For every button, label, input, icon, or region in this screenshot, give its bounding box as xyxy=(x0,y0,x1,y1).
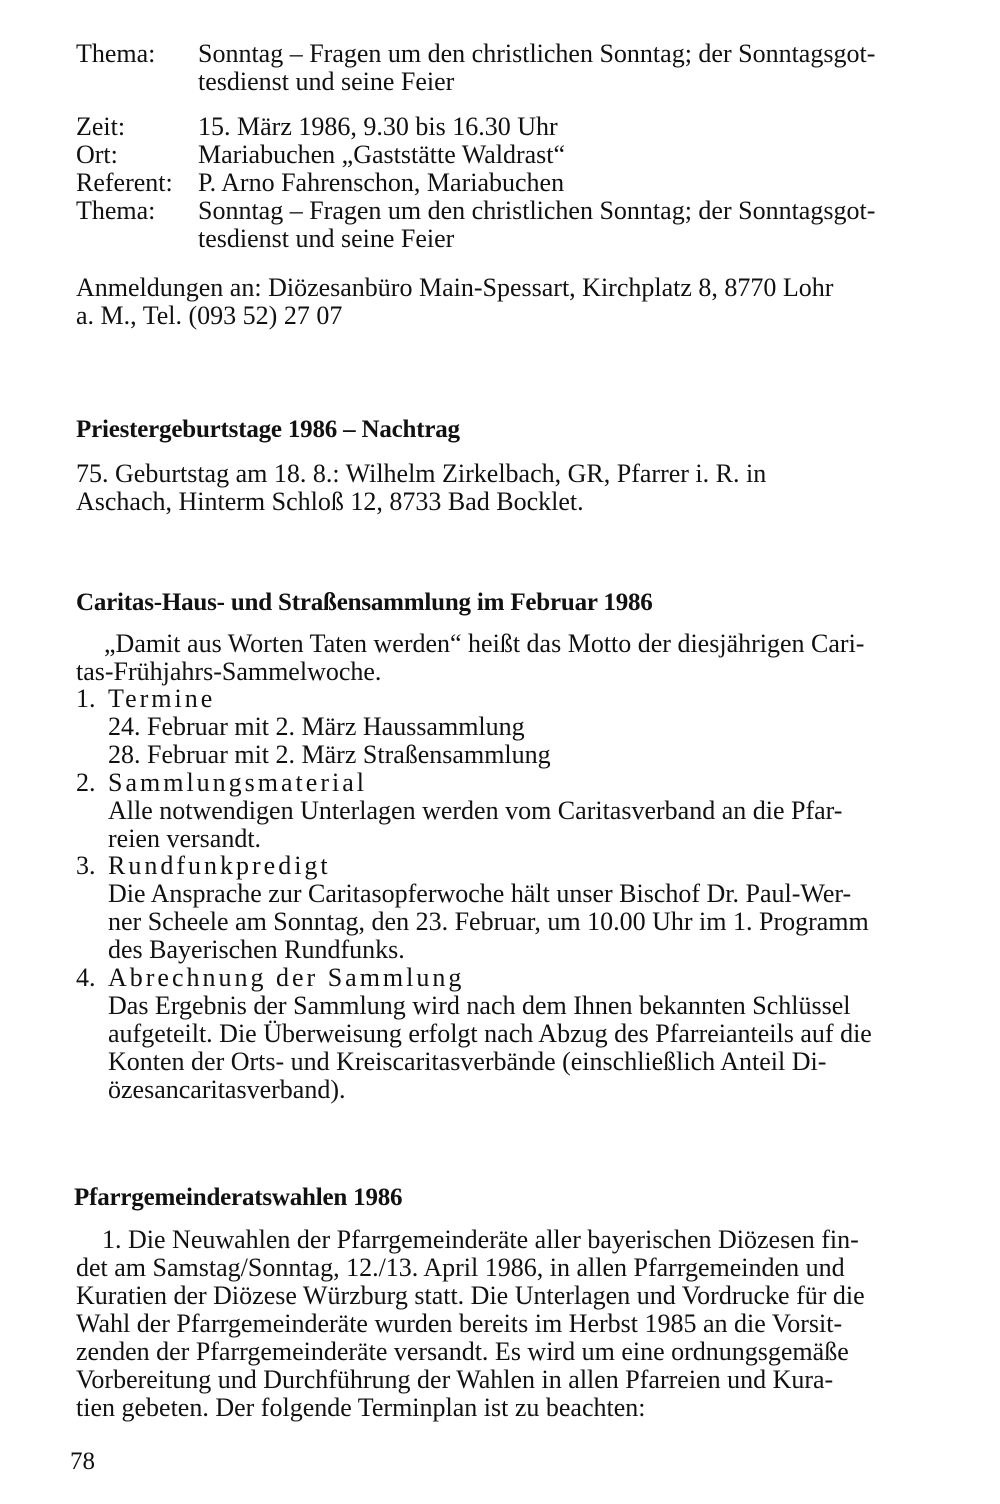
second-thema-row xyxy=(76,197,946,226)
ort-row xyxy=(76,141,946,170)
caritas-item-2 xyxy=(76,769,946,798)
pfarrgemeinderat-line-4: Wahl der Pfarrgemeinderäte wurden bereits im Herbst 1985 an die Vorsit- xyxy=(76,1309,843,1338)
caritas-item-3 xyxy=(76,852,946,881)
anmeldung-line-1: Anmeldungen an: Diözesanbüro Main-Spessart, Kirchplatz 8, 8770 Lohr xyxy=(76,273,834,302)
second-thema-line-2: tesdienst und seine Feier xyxy=(198,224,455,253)
caritas-item-4 xyxy=(76,964,946,993)
pfarrgemeinderat-heading: Pfarrgemeinderatswahlen 1986 xyxy=(74,1184,403,1211)
page-number: 78 xyxy=(70,1448,95,1475)
first-thema-row-2 xyxy=(76,68,946,97)
caritas-intro-line-2: tas-Frühjahrs-Sammelwoche. xyxy=(76,657,382,686)
caritas-item-3-line-1: Die Ansprache zur Caritasopferwoche hält unser Bischof Dr. Paul-Wer- xyxy=(108,879,852,908)
ort-label: Ort: xyxy=(76,140,118,169)
caritas-item-4-line-4: özesancaritasverband). xyxy=(108,1075,346,1104)
pfarrgemeinderat-line-3: Kuratien der Diözese Würzburg statt. Die Unterlagen und Vordrucke für die xyxy=(76,1281,865,1310)
pfarrgemeinderat-line-2: det am Samstag/Sonntag, 12./13. April 1986, in allen Pfarrgemeinden und xyxy=(76,1253,845,1282)
referent-label: Referent: xyxy=(76,168,173,197)
first-thema-row xyxy=(76,40,946,69)
caritas-item-4-line-2: aufgeteilt. Die Überweisung erfolgt nach Abzug des Pfarreianteils auf die xyxy=(108,1019,872,1048)
caritas-item-1 xyxy=(76,685,946,714)
second-thema-line-1: Sonntag – Fragen um den christlichen Sonntag; der Sonntagsgot- xyxy=(198,196,876,225)
pfarrgemeinderat-line-1: 1. Die Neuwahlen der Pfarrgemeinderäte aller bayerischen Diözesen fin- xyxy=(102,1225,859,1254)
caritas-item-1-number: 1. xyxy=(76,684,96,713)
first-thema-label: Thema: xyxy=(76,39,156,68)
second-thema-label: Thema: xyxy=(76,196,156,225)
caritas-item-2-title: Sammlungsmaterial xyxy=(108,768,367,797)
second-thema-row-2 xyxy=(76,225,946,254)
caritas-item-4-title: Abrechnung der Sammlung xyxy=(108,963,465,992)
caritas-item-3-title: Rundfunkpredigt xyxy=(108,851,331,880)
ort-value: Mariabuchen „Gaststätte Waldrast“ xyxy=(198,140,566,169)
caritas-item-4-number: 4. xyxy=(76,963,96,992)
caritas-item-2-line-1: Alle notwendigen Unterlagen werden vom Caritasverband an die Pfar- xyxy=(108,796,843,825)
zeit-value: 15. März 1986, 9.30 bis 16.30 Uhr xyxy=(198,112,558,141)
caritas-item-4-line-3: Konten der Orts- und Kreiscaritasverbände (einschließlich Anteil Di- xyxy=(108,1047,827,1076)
caritas-intro-line-1: „Damit aus Worten Taten werden“ heißt das Motto der diesjährigen Cari- xyxy=(104,629,865,658)
priester-line-1: 75. Geburtstag am 18. 8.: Wilhelm Zirkelbach, GR, Pfarrer i. R. in xyxy=(76,459,767,488)
caritas-item-2-number: 2. xyxy=(76,768,96,797)
caritas-item-1-line-2: 28. Februar mit 2. März Straßensammlung xyxy=(108,740,551,769)
referent-value: P. Arno Fahrenschon, Mariabuchen xyxy=(198,168,565,197)
anmeldung-line-2: a. M., Tel. (093 52) 27 07 xyxy=(76,301,343,330)
caritas-item-1-line-1: 24. Februar mit 2. März Haussammlung xyxy=(108,712,525,741)
caritas-item-3-line-3: des Bayerischen Rundfunks. xyxy=(108,935,405,964)
caritas-item-3-line-2: ner Scheele am Sonntag, den 23. Februar, um 10.00 Uhr im 1. Programm xyxy=(108,907,869,936)
zeit-label: Zeit: xyxy=(76,112,126,141)
first-thema-line-2: tesdienst und seine Feier xyxy=(198,67,455,96)
pfarrgemeinderat-line-5: zenden der Pfarrgemeinderäte versandt. Es wird um eine ordnungsgemäße xyxy=(76,1337,849,1366)
pfarrgemeinderat-line-6: Vorbereitung und Durchführung der Wahlen in allen Pfarreien und Kura- xyxy=(76,1365,834,1394)
first-thema-line-1: Sonntag – Fragen um den christlichen Sonntag; der Sonntagsgot- xyxy=(198,39,876,68)
caritas-item-4-line-1: Das Ergebnis der Sammlung wird nach dem Ihnen bekannten Schlüssel xyxy=(108,991,851,1020)
caritas-heading: Caritas-Haus- und Straßensammlung im Februar 1986 xyxy=(76,589,653,616)
zeit-row xyxy=(76,113,946,142)
priester-heading: Priestergeburtstage 1986 – Nachtrag xyxy=(76,416,460,443)
caritas-item-3-number: 3. xyxy=(76,851,96,880)
caritas-item-1-title: Termine xyxy=(108,684,216,713)
caritas-item-2-line-2: reien versandt. xyxy=(108,824,262,853)
pfarrgemeinderat-line-7: tien gebeten. Der folgende Terminplan ist zu beachten: xyxy=(76,1393,646,1422)
referent-row xyxy=(76,169,946,198)
priester-line-2: Aschach, Hinterm Schloß 12, 8733 Bad Bocklet. xyxy=(76,487,584,516)
